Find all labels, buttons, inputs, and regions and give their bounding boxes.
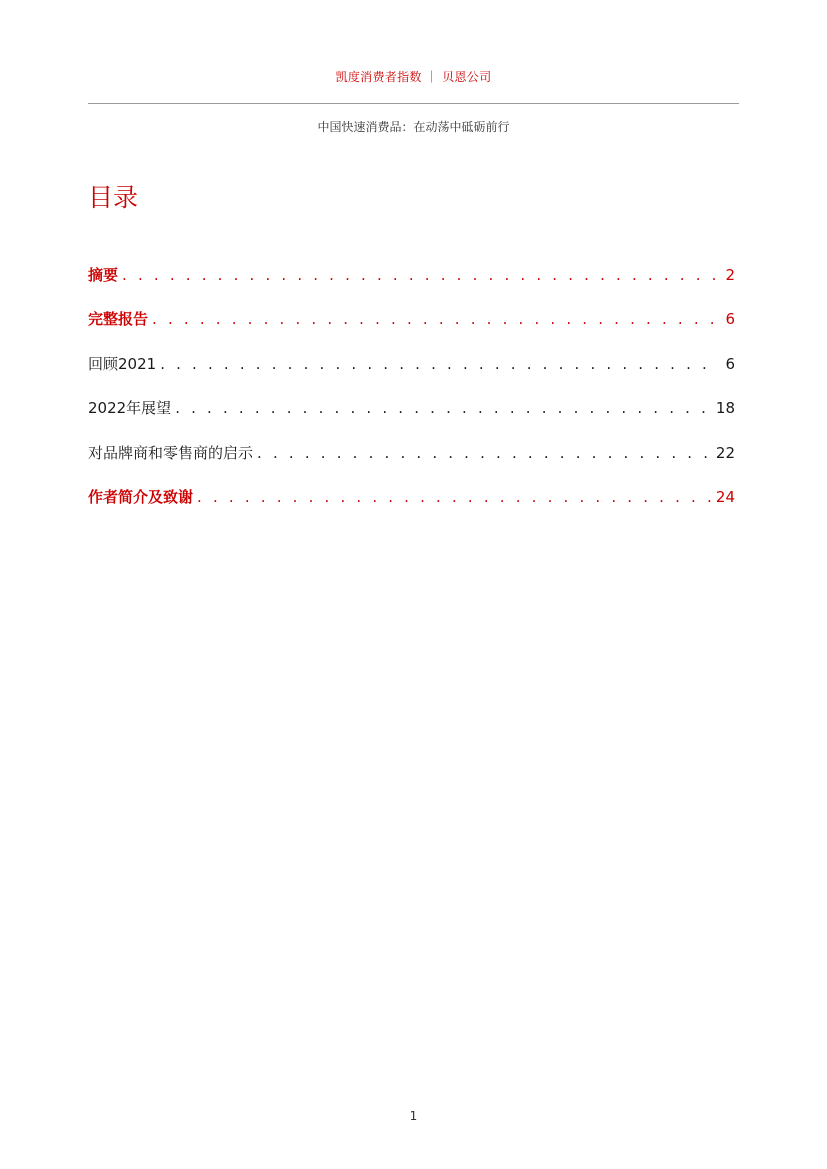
toc-entry-summary[interactable]	[88, 262, 735, 306]
header-divider	[88, 103, 739, 104]
toc-entry-page: 24	[715, 487, 735, 506]
toc-list	[88, 262, 735, 528]
toc-entry-page: 6	[725, 354, 735, 373]
toc-entry-label: 作者简介及致谢	[88, 487, 194, 506]
toc-dot-leader	[257, 440, 714, 466]
toc-entry-page: 6	[725, 310, 735, 329]
toc-entry-page: 2	[725, 266, 735, 284]
toc-dot-leader	[122, 262, 715, 288]
toc-entry-full-report[interactable]	[88, 306, 735, 350]
header-brand: 凯度消费者指数 ｜ 贝恩公司	[335, 70, 492, 84]
toc-entry-page: 22	[715, 443, 735, 462]
toc-entry-label: 完整报告	[88, 310, 149, 329]
toc-dot-leader	[175, 395, 714, 421]
toc-entry-review-2021[interactable]	[88, 351, 735, 395]
toc-heading: 目录	[88, 183, 139, 212]
toc-dot-leader	[197, 484, 714, 510]
toc-entry-label: 对品牌商和零售商的启示	[88, 443, 254, 462]
toc-entry-label: 回顾2021	[88, 354, 157, 373]
toc-entry-label: 2022年展望	[88, 399, 172, 418]
toc-dot-leader	[152, 306, 715, 332]
toc-entry-authors[interactable]	[88, 484, 735, 528]
report-title: 中国快速消费品：在动荡中砥砺前行	[317, 120, 510, 134]
toc-entry-label: 摘要	[88, 266, 119, 284]
toc-entry-page: 18	[715, 399, 735, 418]
page-number: 1	[409, 1109, 418, 1123]
toc-entry-outlook-2022[interactable]	[88, 395, 735, 439]
toc-dot-leader	[160, 351, 715, 377]
toc-entry-implications[interactable]	[88, 440, 735, 484]
